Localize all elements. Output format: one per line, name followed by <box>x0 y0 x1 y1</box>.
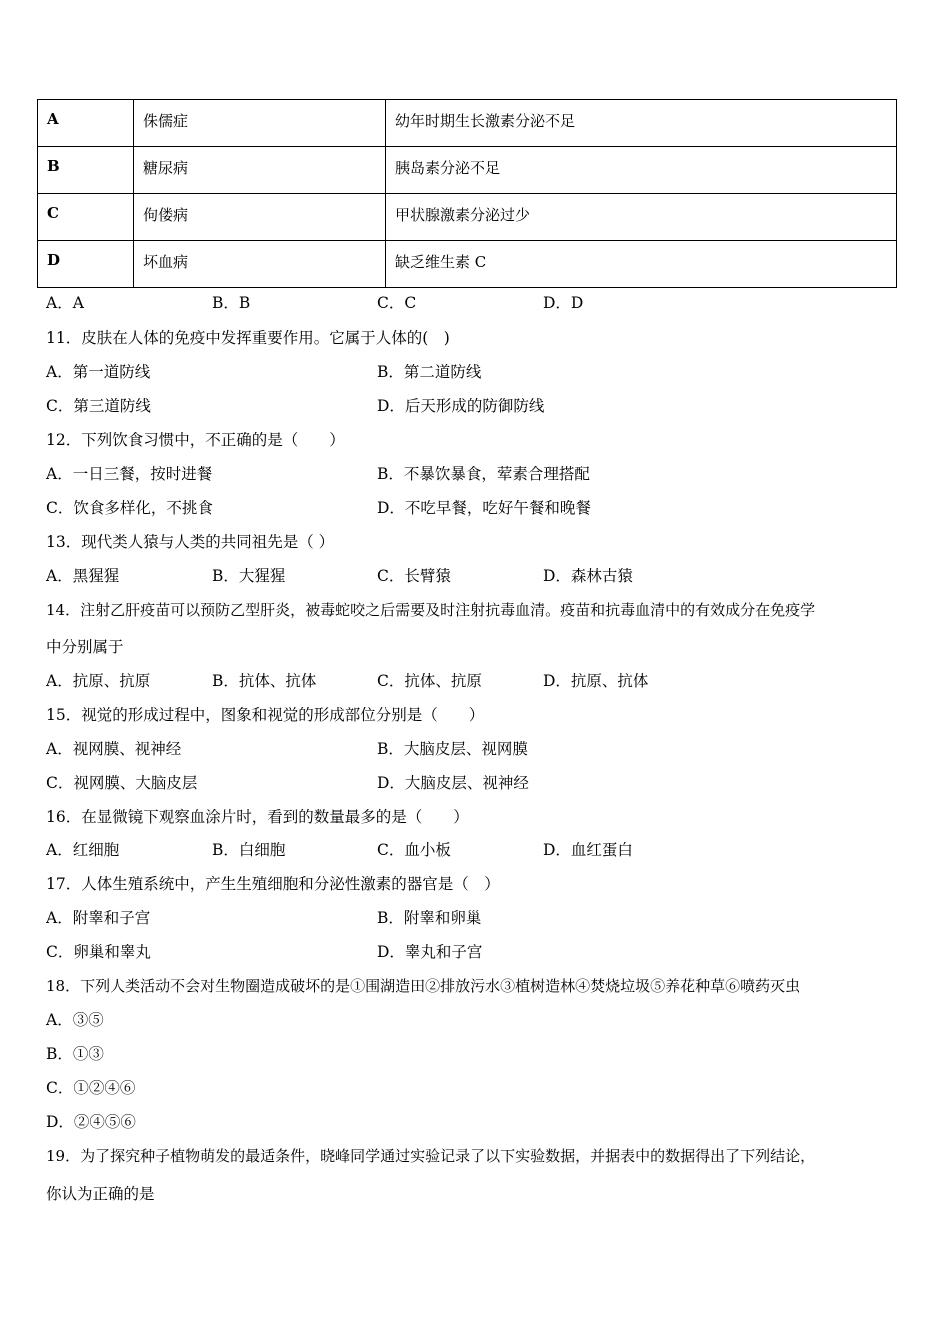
question-13-stem: 13．现代类人猿与人类的共同祖先是（ ） <box>46 533 335 551</box>
option-c[interactable]: C．视网膜、大脑皮层 <box>46 774 198 792</box>
option-c[interactable]: C．抗体、抗原 <box>377 672 482 690</box>
row-cause: 甲状腺激素分泌过少 <box>386 194 897 241</box>
option-d[interactable]: D．后天形成的防御防线 <box>377 397 545 415</box>
option-a[interactable]: A．黑猩猩 <box>46 567 120 585</box>
row-letter: D <box>38 241 134 288</box>
option-d[interactable]: D．抗原、抗体 <box>543 672 649 690</box>
table-row <box>38 194 897 241</box>
row-cause: 胰岛素分泌不足 <box>386 147 897 194</box>
option-b[interactable]: B．大猩猩 <box>212 567 286 585</box>
option-a[interactable]: A．第一道防线 <box>46 363 151 381</box>
option-a[interactable]: A．抗原、抗原 <box>46 672 151 690</box>
option-b[interactable]: B．抗体、抗体 <box>212 672 317 690</box>
q18-option-b[interactable]: B．①③ <box>46 1045 104 1063</box>
question-15-stem: 15．视觉的形成过程中，图象和视觉的形成部位分别是（ ） <box>46 706 485 724</box>
option-b[interactable]: B．第二道防线 <box>377 363 482 381</box>
question-14-stem-line1: 14．注射乙肝疫苗可以预防乙型肝炎，被毒蛇咬之后需要及时注射抗毒血清。疫苗和抗毒血清中的有效成分在免疫学 <box>46 601 816 619</box>
option-a[interactable]: A．一日三餐，按时进餐 <box>46 465 213 483</box>
option-c[interactable]: C．饮食多样化，不挑食 <box>46 499 213 517</box>
row-letter: B <box>38 147 134 194</box>
question-11-stem: 11．皮肤在人体的免疫中发挥重要作用。它属于人体的( ) <box>46 329 450 347</box>
option-c[interactable]: C．长臂猿 <box>377 567 451 585</box>
option-a[interactable]: A．视网膜、视神经 <box>46 740 182 758</box>
option-d[interactable]: D．睾丸和子宫 <box>377 943 483 961</box>
table-row <box>38 100 897 147</box>
question-12-stem: 12．下列饮食习惯中，不正确的是（ ） <box>46 431 345 449</box>
disease-table <box>37 99 897 288</box>
option-a[interactable]: A．红细胞 <box>46 841 120 859</box>
question-16-stem: 16．在显微镜下观察血涂片时，看到的数量最多的是（ ） <box>46 808 469 826</box>
q18-option-c[interactable]: C．①②④⑥ <box>46 1079 136 1097</box>
option-b[interactable]: B．B <box>212 294 251 312</box>
question-17-stem: 17．人体生殖系统中，产生生殖细胞和分泌性激素的器官是（ ） <box>46 875 500 893</box>
question-19-stem-line2: 你认为正确的是 <box>46 1185 155 1203</box>
option-b[interactable]: B．附睾和卵巢 <box>377 909 482 927</box>
option-a[interactable]: A．A <box>46 294 84 312</box>
option-d[interactable]: D．不吃早餐，吃好午餐和晚餐 <box>377 499 591 517</box>
q18-option-d[interactable]: D．②④⑤⑥ <box>46 1113 136 1131</box>
option-b[interactable]: B．大脑皮层、视网膜 <box>377 740 528 758</box>
question-18-stem: 18．下列人类活动不会对生物圈造成破坏的是①围湖造田②排放污水③植树造林④焚烧垃圾⑤养花种草⑥喷药灭虫 <box>46 977 801 995</box>
option-c[interactable]: C．C <box>377 294 417 312</box>
option-d[interactable]: D．血红蛋白 <box>543 841 633 859</box>
row-letter: C <box>38 194 134 241</box>
row-disease: 佝偻病 <box>134 194 386 241</box>
option-c[interactable]: C．卵巢和睾丸 <box>46 943 151 961</box>
option-c[interactable]: C．第三道防线 <box>46 397 151 415</box>
row-disease: 侏儒症 <box>134 100 386 147</box>
row-disease: 坏血病 <box>134 241 386 288</box>
question-14-stem-line2: 中分别属于 <box>46 638 124 656</box>
option-b[interactable]: B．不暴饮暴食，荤素合理搭配 <box>377 465 590 483</box>
option-a[interactable]: A．附睾和子宫 <box>46 909 151 927</box>
q18-option-a[interactable]: A．③⑤ <box>46 1011 104 1029</box>
row-letter: A <box>38 100 134 147</box>
option-b[interactable]: B．白细胞 <box>212 841 286 859</box>
option-d[interactable]: D．D <box>543 294 584 312</box>
row-cause: 缺乏维生素 C <box>386 241 897 288</box>
option-d[interactable]: D．森林古猿 <box>543 567 633 585</box>
question-19-stem-line1: 19．为了探究种子植物萌发的最适条件，晓峰同学通过实验记录了以下实验数据，并据表中的数据得出了下列结论， <box>46 1147 816 1165</box>
row-disease: 糖尿病 <box>134 147 386 194</box>
row-cause: 幼年时期生长激素分泌不足 <box>386 100 897 147</box>
option-c[interactable]: C．血小板 <box>377 841 451 859</box>
table-row <box>38 241 897 288</box>
option-d[interactable]: D．大脑皮层、视神经 <box>377 774 529 792</box>
table-row <box>38 147 897 194</box>
